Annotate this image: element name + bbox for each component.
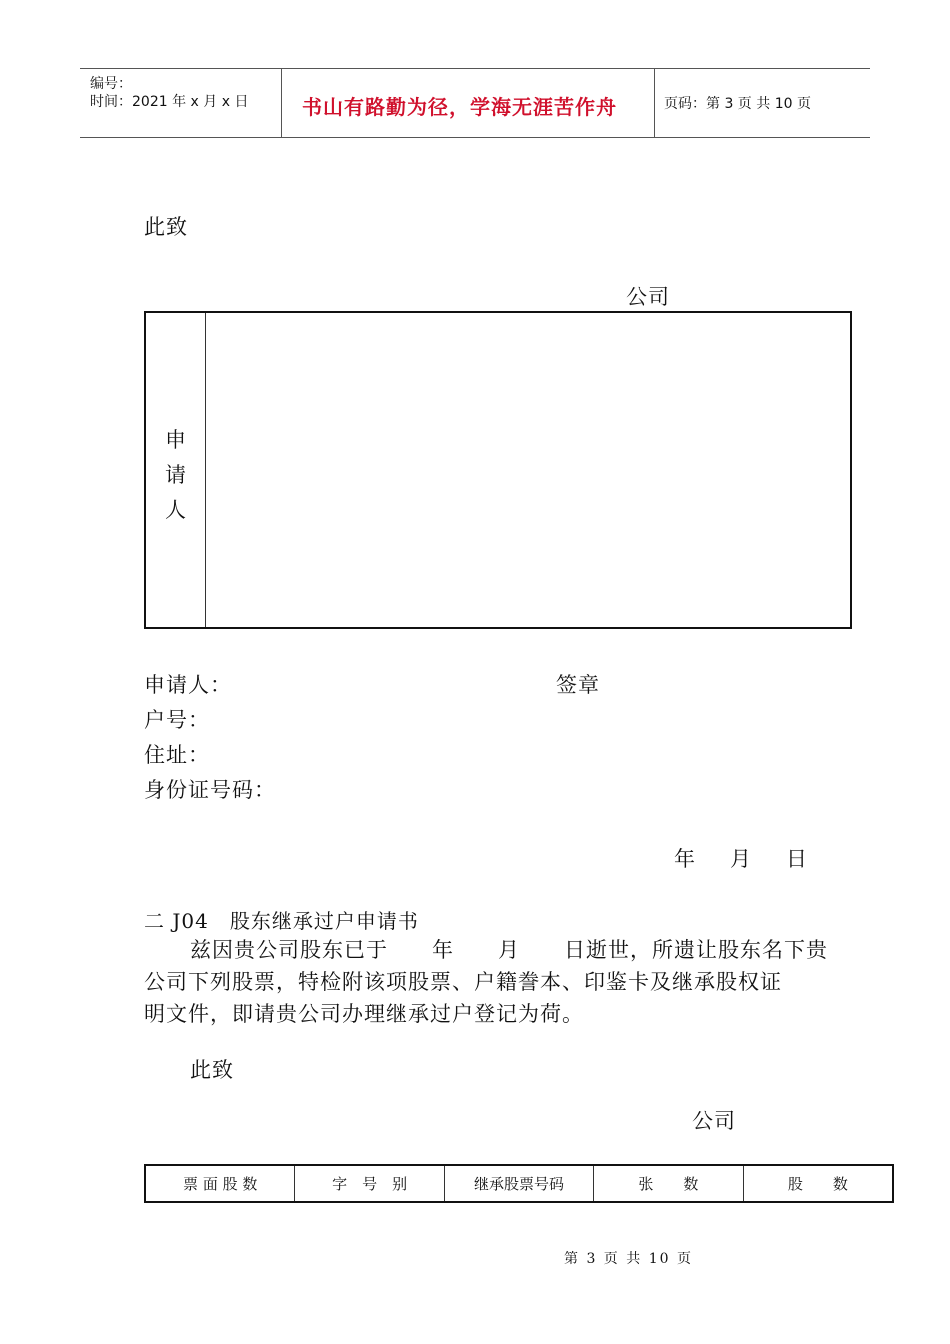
closing-salutation: 此致: [144, 215, 188, 239]
header-divider-left: [281, 69, 282, 137]
seal-label: 签章: [556, 673, 600, 697]
applicant-label-char: 申: [165, 428, 186, 452]
table-header-cell: 票 面 股 数: [146, 1166, 295, 1201]
applicant-field-label: 申请人：: [144, 673, 232, 697]
date-day: 日: [786, 847, 808, 871]
section-paragraph-line: 明文件，即请贵公司办理继承过户登记为荷。: [144, 1002, 584, 1026]
applicant-box: [144, 311, 852, 629]
household-field-label: 户号：: [144, 708, 210, 732]
page-header: [80, 68, 870, 138]
header-motto: 书山有路勤为径，学海无涯苦作舟: [302, 95, 617, 119]
header-divider-right: [654, 69, 655, 137]
stock-table: [144, 1164, 894, 1203]
section-paragraph-line: 兹因贵公司股东已于 年 月 日逝世，所遗让股东名下贵: [190, 938, 828, 962]
applicant-label-char: 人: [165, 498, 186, 522]
applicant-box-divider: [205, 313, 206, 627]
id-number-field-label: 身份证号码：: [144, 778, 276, 802]
section-heading: 二 J04 股东继承过户申请书: [144, 909, 419, 933]
company-label: 公司: [626, 285, 670, 309]
date-year: 年: [674, 847, 696, 871]
applicant-vertical-label: [146, 423, 205, 528]
applicant-label-char: 请: [165, 463, 186, 487]
section-paragraph-line: 公司下列股票，特检附该项股票、户籍誊本、印鉴卡及继承股权证: [144, 970, 782, 994]
date-month: 月: [730, 847, 752, 871]
table-header-cell: 股 数: [787, 1175, 848, 1193]
table-header-cell: 字 号 别: [295, 1166, 444, 1201]
table-header-cell: 张 数: [594, 1166, 743, 1201]
address-field-label: 住址：: [144, 743, 210, 767]
table-header-cell: 继承股票号码: [445, 1166, 594, 1201]
page-footer: 第 3 页 共 10 页: [564, 1251, 693, 1267]
page-info: 页码：第 3 页 共 10 页: [664, 96, 811, 112]
time-label: 时间：2021 年 x 月 x 日: [90, 94, 249, 110]
closing-salutation-2: 此致: [190, 1058, 234, 1082]
company-label-2: 公司: [692, 1109, 736, 1133]
number-label: 编号：: [90, 76, 132, 92]
